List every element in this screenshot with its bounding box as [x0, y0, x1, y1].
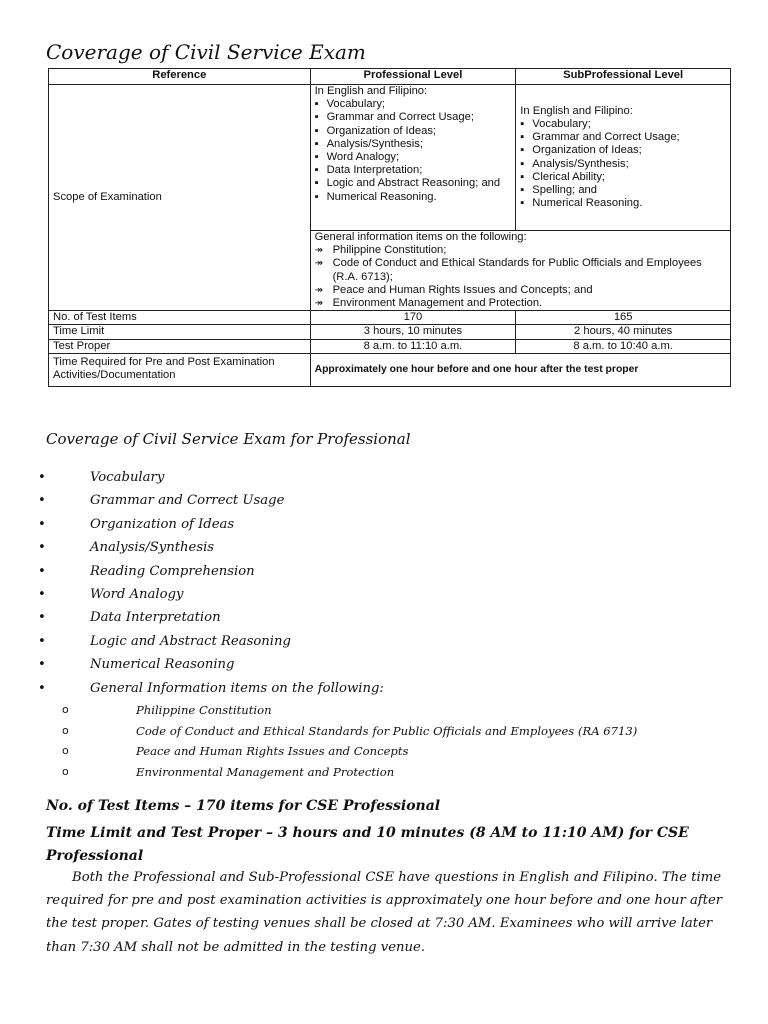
general-info-list: [315, 244, 726, 310]
scope-row: [49, 85, 731, 231]
row-subprofessional-value: 8 a.m. to 10:40 a.m.: [516, 339, 731, 353]
section-title: Coverage of Civil Service Exam for Professional: [46, 430, 411, 448]
list-item: ▪ Data Interpretation;: [315, 164, 512, 177]
list-item: ▪ Clerical Ability;: [520, 171, 726, 184]
test-items-line: No. of Test Items – 170 items for CSE Professional: [46, 798, 441, 814]
list-item: • Analysis/Synthesis: [38, 536, 384, 559]
list-item: ↠ Environment Management and Protection.: [315, 297, 726, 310]
list-item: ▪ Organization of Ideas;: [315, 125, 512, 138]
list-item: ↠ Peace and Human Rights Issues and Concepts; and: [315, 284, 726, 297]
row-label: Time Limit: [49, 325, 311, 339]
list-item: • Grammar and Correct Usage: [38, 489, 384, 512]
time-required-value: Approximately one hour before and one hour after the test proper: [310, 353, 730, 386]
general-intro: General information items on the following:: [314, 231, 527, 243]
table-row: [49, 311, 731, 325]
row-professional-value: 170: [310, 311, 516, 325]
row-professional-value: 3 hours, 10 minutes: [310, 325, 516, 339]
list-item: • Organization of Ideas: [38, 513, 384, 536]
list-item: ▪ Numerical Reasoning.: [520, 197, 726, 210]
table-row: [49, 325, 731, 339]
time-limit-line: Time Limit and Test Proper – 3 hours and 10 minutes (8 AM to 11:10 AM) for CSE Professional: [46, 825, 689, 864]
page-title: Coverage of Civil Service Exam: [46, 40, 366, 64]
list-item: ▪ Spelling; and: [520, 184, 726, 197]
list-item: • Reading Comprehension: [38, 560, 384, 583]
professional-scope-list: [315, 98, 512, 204]
list-item: ▪ Grammar and Correct Usage;: [315, 111, 512, 124]
list-item: ↠ Code of Conduct and Ethical Standards for Public Officials and Employees (R.A. 6713);: [315, 257, 726, 283]
list-item: ▪ Grammar and Correct Usage;: [520, 131, 726, 144]
general-info-sublist: [62, 700, 637, 782]
table-header-row: [49, 69, 731, 85]
row-subprofessional-value: 165: [516, 311, 731, 325]
row-subprofessional-value: 2 hours, 40 minutes: [516, 325, 731, 339]
subprofessional-scope-list: [520, 118, 726, 210]
list-item: ↠ Philippine Constitution;: [315, 244, 726, 257]
table-row: [49, 353, 731, 386]
header-professional: Professional Level: [310, 69, 516, 85]
list-item: ▪ Logic and Abstract Reasoning; and: [315, 177, 512, 190]
list-item: ▪ Numerical Reasoning.: [315, 191, 512, 204]
row-label: Test Proper: [49, 339, 311, 353]
list-item: ▪ Vocabulary;: [315, 98, 512, 111]
row-professional-value: 8 a.m. to 11:10 a.m.: [310, 339, 516, 353]
row-label: No. of Test Items: [49, 311, 311, 325]
header-reference: Reference: [49, 69, 311, 85]
coverage-list: [38, 466, 384, 700]
list-item: ▪ Analysis/Synthesis;: [315, 138, 512, 151]
list-item: • Vocabulary: [38, 466, 384, 489]
list-item: ▪ Analysis/Synthesis;: [520, 158, 726, 171]
list-item: • Numerical Reasoning: [38, 653, 384, 676]
header-subprofessional: SubProfessional Level: [516, 69, 731, 85]
list-item: o Code of Conduct and Ethical Standards for Public Officials and Employees (RA 6713): [62, 721, 637, 742]
subprofessional-scope-cell: [516, 85, 731, 231]
list-item: o Philippine Constitution: [62, 700, 637, 721]
coverage-table: [48, 68, 731, 387]
list-item: o Peace and Human Rights Issues and Concepts: [62, 741, 637, 762]
subprofessional-intro: In English and Filipino:: [520, 104, 633, 117]
list-item: • Word Analogy: [38, 583, 384, 606]
info-paragraph: Both the Professional and Sub-Professional CSE have questions in English and Filipino. The time required for pre and post examination activities is approximately one hour before and one hour after the test proper. Gates of testing venues shall be closed at 7:30 AM. Examinees who will arrive later than 7:30 AM shall not be admitted in the testing venue.: [46, 870, 723, 955]
list-item: ▪ Vocabulary;: [520, 118, 726, 131]
professional-intro: In English and Filipino:: [314, 85, 428, 97]
list-item: • Data Interpretation: [38, 606, 384, 629]
list-item: ▪ Word Analogy;: [315, 151, 512, 164]
table-row: [49, 339, 731, 353]
time-required-label: Time Required for Pre and Post Examination Activities/Documentation: [49, 353, 311, 386]
scope-label: Scope of Examination: [49, 85, 311, 311]
list-item: • Logic and Abstract Reasoning: [38, 630, 384, 653]
list-item: ▪ Organization of Ideas;: [520, 144, 726, 157]
general-info-cell: [310, 231, 730, 311]
professional-scope-cell: [310, 85, 516, 231]
list-item: o Environmental Management and Protection: [62, 762, 637, 783]
list-item: • General Information items on the following:: [38, 677, 384, 700]
